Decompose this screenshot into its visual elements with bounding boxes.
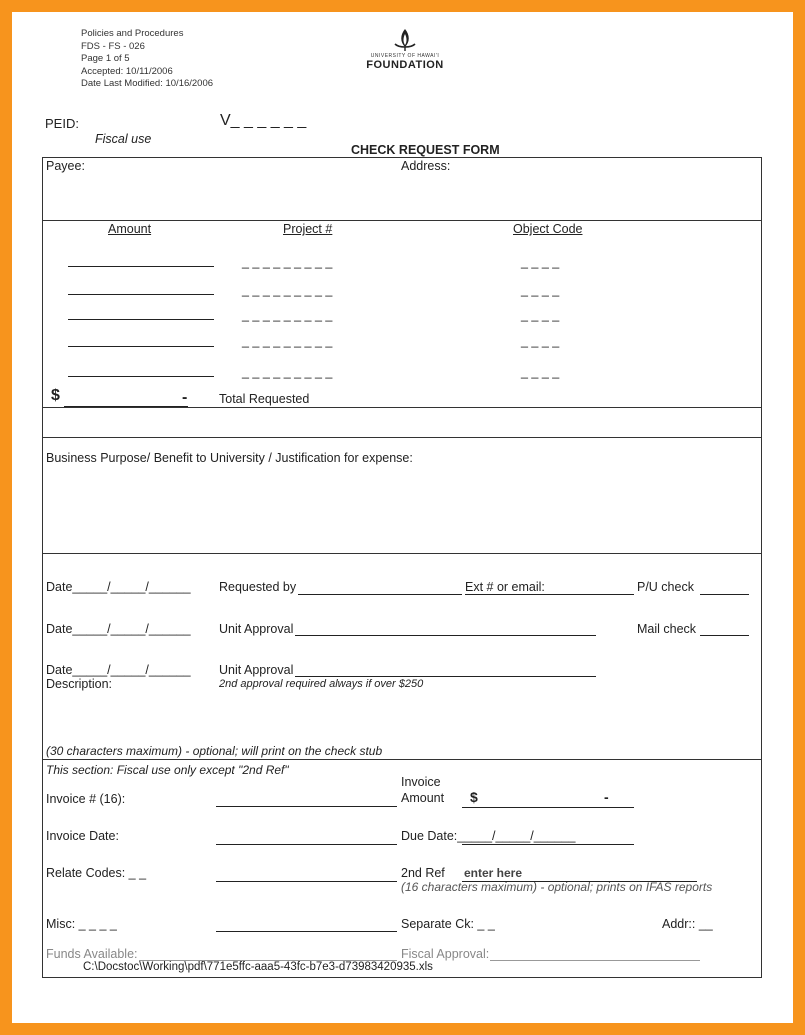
due-date-underline <box>462 844 634 845</box>
fiscal-use-label: Fiscal use <box>95 132 152 146</box>
invoice-dash: - <box>604 789 609 805</box>
logo-small-text: UNIVERSITY OF HAWAI'I <box>370 53 440 59</box>
total-dollar-sign: $ <box>51 387 60 404</box>
total-requested-label: Total Requested <box>219 392 310 406</box>
invoice-amount-label-1: Invoice <box>401 775 441 789</box>
date-field-unit-approval-2[interactable]: Date_____/_____/______ <box>46 663 191 677</box>
invoice-date-input[interactable] <box>216 844 397 845</box>
object-code-input[interactable]: _ _ _ _ <box>521 308 560 322</box>
header-line: FDS - FS - 026 <box>81 40 145 52</box>
amount-input[interactable] <box>68 294 214 295</box>
invoice-number-label: Invoice # (16): <box>46 792 126 806</box>
object-code-input[interactable]: _ _ _ _ <box>521 283 560 297</box>
description-label: Description: <box>46 677 112 691</box>
ext-email-input[interactable] <box>465 594 634 595</box>
fiscal-section-title: This section: Fiscal use only except "2nd Ref" <box>46 763 289 777</box>
addr-field[interactable]: Addr:: __ <box>662 917 713 931</box>
header-line: Page 1 of 5 <box>81 53 130 64</box>
second-ref-input[interactable]: enter here <box>464 866 523 880</box>
pu-check-label: P/U check <box>637 580 694 594</box>
description-note: (30 characters maximum) - optional; will print on the check stub <box>46 744 383 758</box>
second-ref-note: (16 characters maximum) - optional; prints on IFAS reports <box>401 880 713 894</box>
doc-header <box>81 28 213 91</box>
logo-main-text: FOUNDATION <box>366 59 444 71</box>
mail-check-label: Mail check <box>637 622 697 636</box>
amount-input[interactable] <box>68 346 214 347</box>
business-purpose-label: Business Purpose/ Benefit to University / Justification for expense: <box>46 451 413 465</box>
ext-email-label: Ext # or email: <box>465 580 545 594</box>
total-dash: - <box>182 389 188 406</box>
requested-by-input[interactable] <box>298 594 462 595</box>
foundation-logo <box>360 28 450 71</box>
peid-label: PEID: <box>45 116 79 131</box>
header-line: Accepted: 10/11/2006 <box>81 65 173 77</box>
pu-check-input[interactable] <box>700 594 749 595</box>
header-line: Policies and Procedures <box>81 28 184 39</box>
fiscal-approval-input[interactable] <box>490 960 700 961</box>
form-table <box>42 157 762 978</box>
fiscal-approval-label: Fiscal Approval: <box>401 947 490 961</box>
invoice-amount-input[interactable] <box>462 807 634 808</box>
project-input[interactable]: _ _ _ _ _ _ _ _ _ <box>242 334 333 348</box>
unit-approval-label: Unit Approval <box>219 622 294 636</box>
address-label: Address: <box>401 159 451 173</box>
relate-codes-field[interactable]: Relate Codes: _ _ <box>46 866 147 880</box>
project-input[interactable]: _ _ _ _ _ _ _ _ _ <box>242 308 333 322</box>
amount-input[interactable] <box>68 376 214 377</box>
object-code-input[interactable]: _ _ _ _ <box>521 365 560 379</box>
invoice-amount-label-2: Amount <box>401 791 445 805</box>
invoice-number-input[interactable] <box>216 806 397 807</box>
vendor-field[interactable]: V_ _ _ _ _ _ <box>220 112 307 129</box>
leaf-emblem-icon <box>392 28 418 52</box>
relate-codes-input[interactable] <box>216 881 397 882</box>
header-line: Date Last Modified: 10/16/2006 <box>81 78 214 89</box>
payee-label: Payee: <box>46 159 85 173</box>
mail-check-input[interactable] <box>700 635 749 636</box>
project-input[interactable]: _ _ _ _ _ _ _ _ _ <box>242 255 333 269</box>
amount-input[interactable] <box>68 319 214 320</box>
misc-input[interactable] <box>216 931 397 932</box>
requested-by-label: Requested by <box>219 580 297 594</box>
unit-approval-2-input[interactable] <box>295 676 596 677</box>
amount-header: Amount <box>108 222 152 236</box>
unit-approval-input[interactable] <box>295 635 596 636</box>
invoice-dollar-sign: $ <box>470 789 478 805</box>
object-code-header: Object Code <box>513 222 583 236</box>
funds-available-label: Funds Available: <box>46 947 138 961</box>
form-title: CHECK REQUEST FORM <box>351 143 500 157</box>
project-input[interactable]: _ _ _ _ _ _ _ _ _ <box>242 283 333 297</box>
second-ref-label: 2nd Ref <box>401 866 445 880</box>
separate-check-field[interactable]: Separate Ck: _ _ <box>401 917 495 931</box>
date-field-unit-approval[interactable]: Date_____/_____/______ <box>46 622 191 636</box>
unit-approval-2-label: Unit Approval <box>219 663 294 677</box>
due-date-field[interactable]: Due Date:_____/_____/______ <box>401 829 576 843</box>
misc-field[interactable]: Misc: _ _ _ _ <box>46 917 117 931</box>
object-code-input[interactable]: _ _ _ _ <box>521 255 560 269</box>
project-input[interactable]: _ _ _ _ _ _ _ _ _ <box>242 365 333 379</box>
amount-input[interactable] <box>68 266 214 267</box>
object-code-input[interactable]: _ _ _ _ <box>521 334 560 348</box>
approval-note: 2nd approval required always if over $250 <box>219 678 424 690</box>
form-page <box>12 12 793 1023</box>
total-amount-field[interactable] <box>64 406 188 407</box>
file-path-footer: C:\Docstoc\Working\pdf\771e5ffc-aaa5-43fc-b7e3-d73983420935.xls <box>83 961 433 973</box>
project-header: Project # <box>283 222 333 236</box>
invoice-date-label: Invoice Date: <box>46 829 119 843</box>
date-field-requested[interactable]: Date_____/_____/______ <box>46 580 191 594</box>
